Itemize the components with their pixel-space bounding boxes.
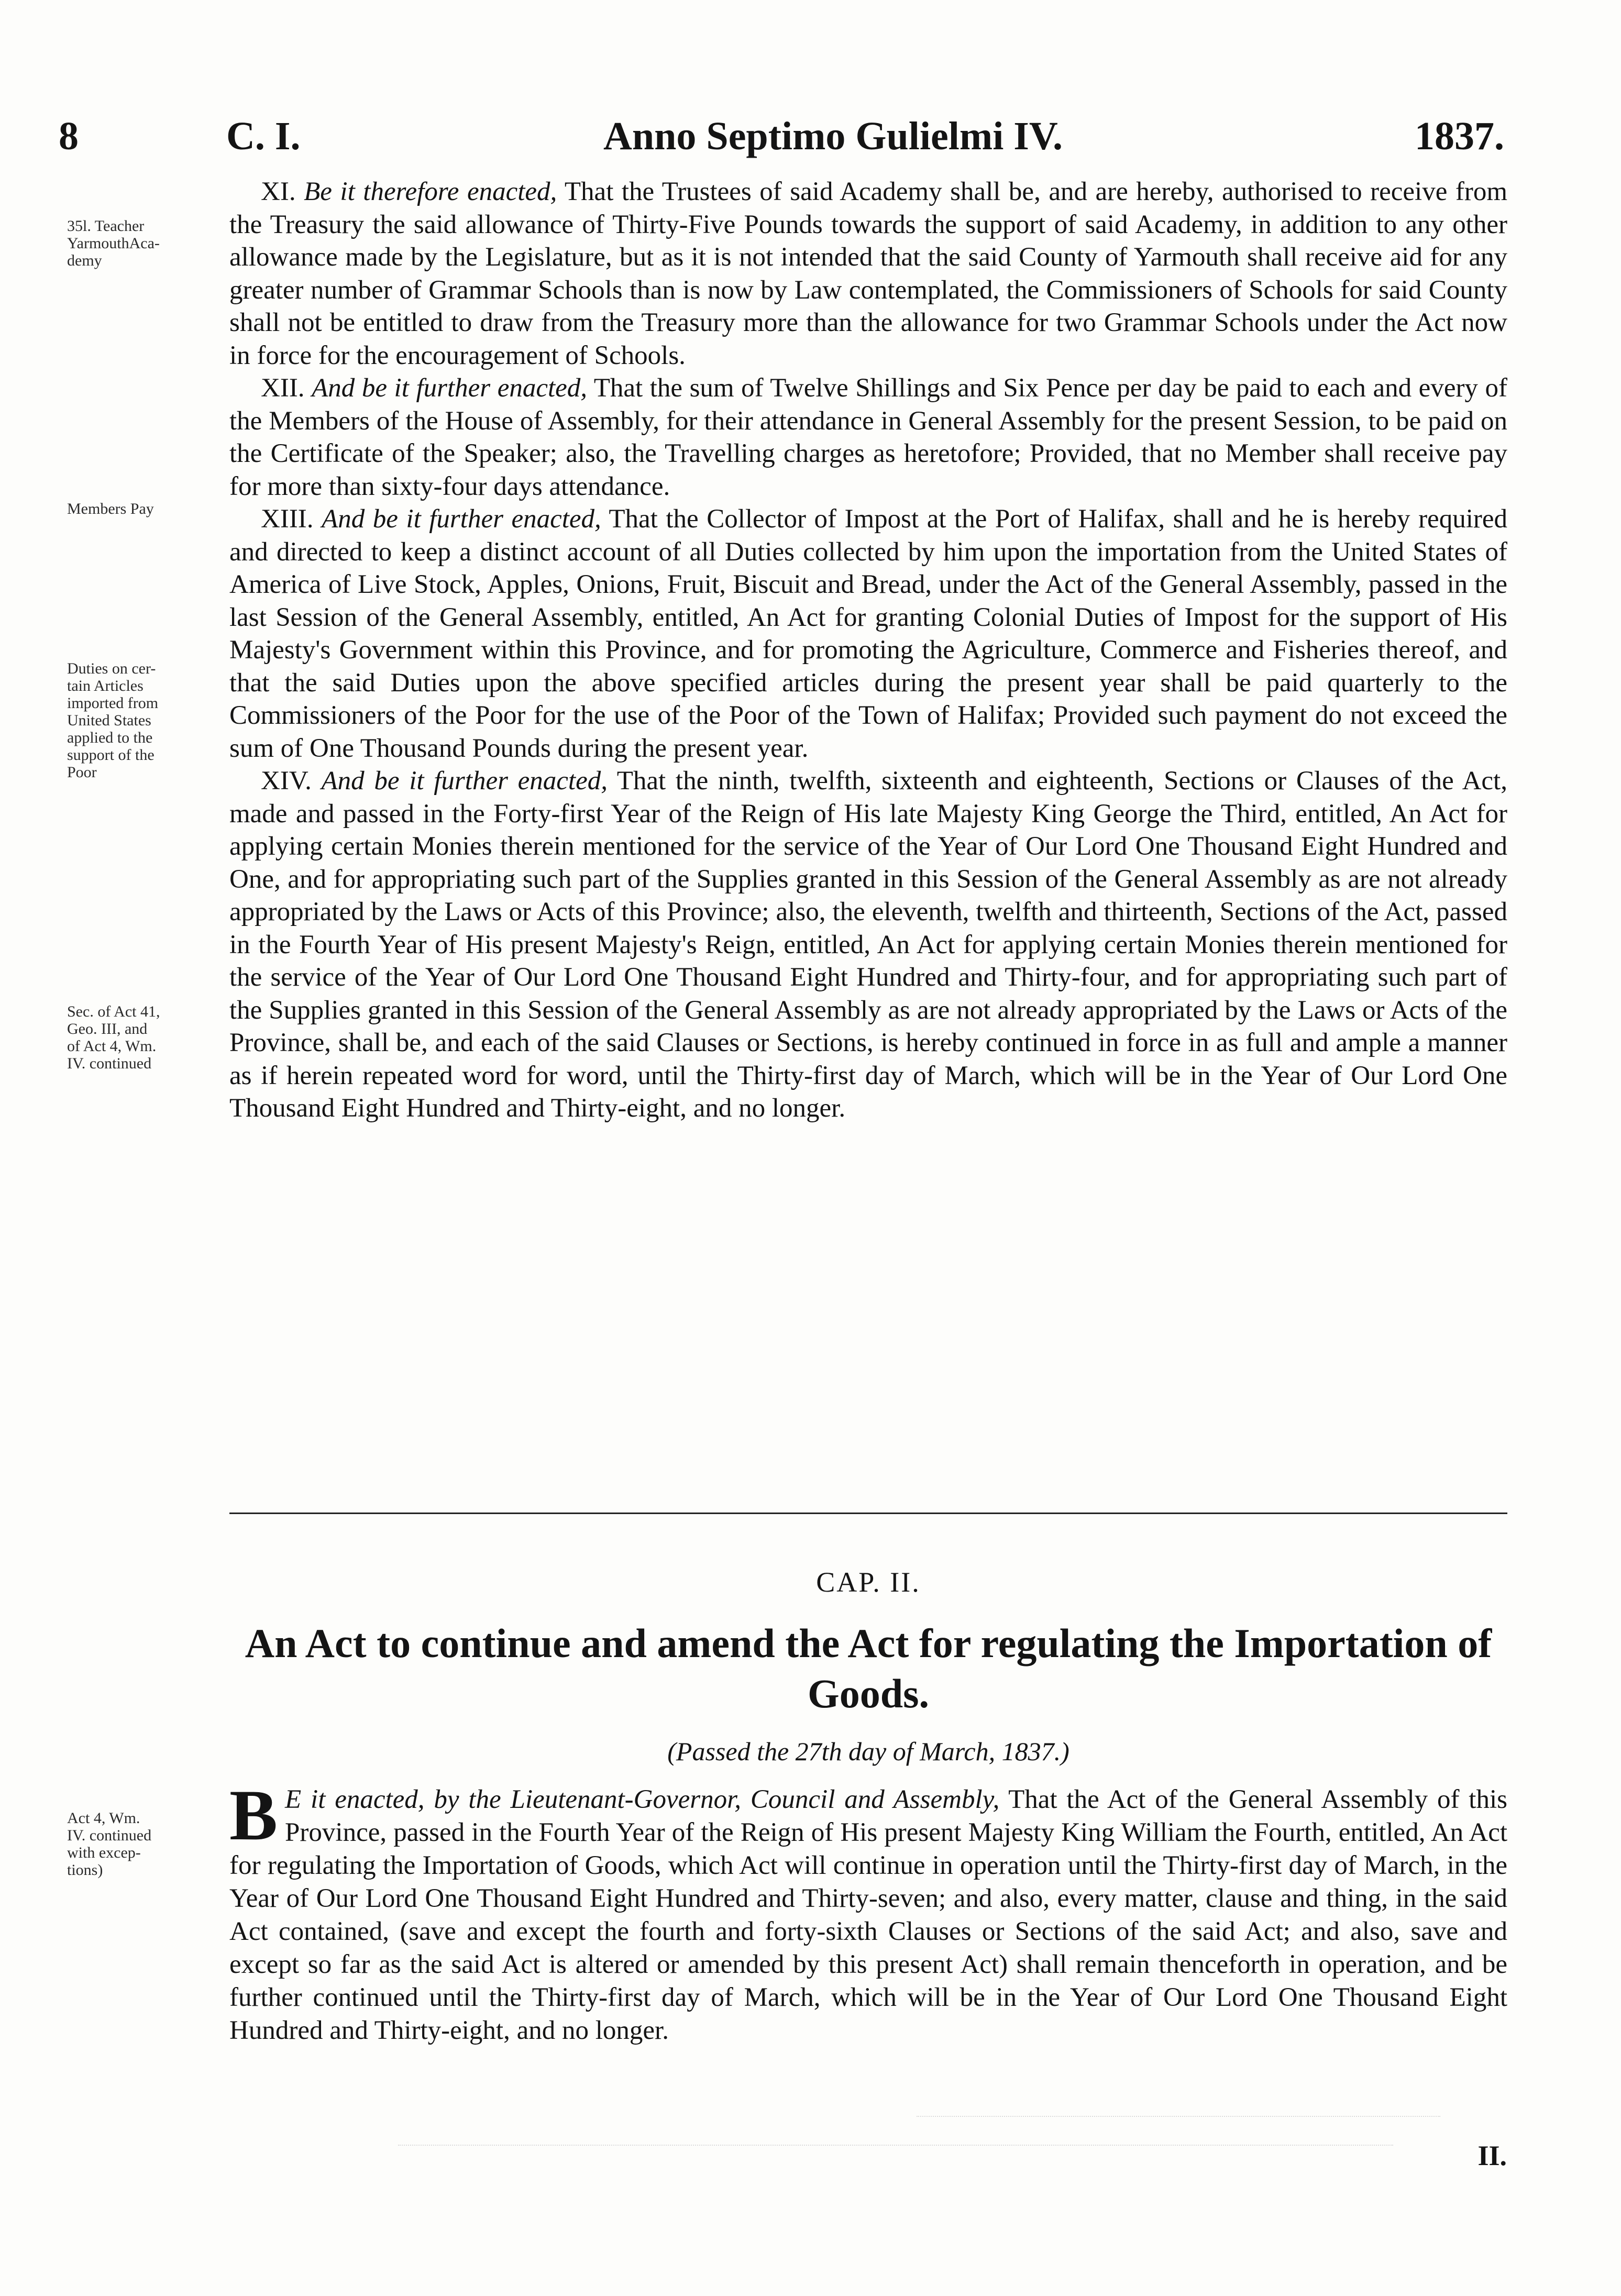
margin-note-sec-of-act: Sec. of Act 41, Geo. III, and of Act 4, Wm. IV. continued	[67, 1003, 160, 1072]
margin-note-duties: Duties on cer- tain Articles imported from United States applied to the support of the Poor	[67, 660, 159, 781]
section-xi	[229, 175, 1507, 372]
margin-note-teacher: 35l. Teacher YarmouthAca- demy	[67, 217, 160, 269]
running-year: 1837.	[1415, 114, 1504, 158]
drop-cap: B	[229, 1775, 278, 1855]
running-title: Anno Septimo Gulielmi IV.	[603, 114, 1063, 158]
section-number: XIII.	[261, 504, 314, 534]
section-text: That the Trustees of said Academy shall be, and are hereby, authorised to receive from the Treasury the said allowance of Thirty-Five Pounds towards the support of said Academy, in addition to any other allowance made by the Legislature, but as it is not intended that the said County of Yarmouth shall receive aid for any greater number of Grammar Schools than is now by Law contemplated, the Commissioners of Schools for said County shall not be entitled to draw from the Treasury more than the allowance for two Grammar Schools under the Act now in force for the encouragement of Schools.	[229, 177, 1507, 370]
section-text: That the sum of Twelve Shillings and Six Pence per day be paid to each and every of the Members of the House of Assembly, for their attendance in General Assembly for the present Session, to be paid on the Certificate of the Speaker; also, the Travelling charges as heretofore; Provided, that no Member shall receive pay for more than sixty-four days attendance.	[229, 373, 1507, 501]
enacting-clause: E it enacted, by the Lieutenant-Governor, Council and Assembly,	[285, 1785, 1000, 1814]
margin-note-act-4: Act 4, Wm. IV. continued with excep- tions)	[67, 1809, 152, 1879]
act-title: An Act to continue and amend the Act for regulating the Importation of Goods.	[245, 1620, 1492, 1716]
act-body	[229, 1775, 1507, 2047]
enacting-clause: And be it further enacted,	[321, 766, 608, 796]
sections-body	[229, 175, 1507, 1125]
section-xiv	[229, 765, 1507, 1125]
section-text: That the ninth, twelfth, sixteenth and eighteenth, Sections or Clauses of the Act, made and passed in the Forty-first Year of the Reign of His late Majesty King George the Third, entitled, An Act for applying certain Monies therein mentioned for the service of the Year of Our Lord One Thousand Eight Hundred and One, and for appropriating such part of the Supplies granted in this Session of the General Assembly as are not already appropriated by the Laws or Acts of this Province; also, the eleventh, twelfth and thirteenth, Sections of the Act, passed in the Fourth Year of His present Majesty's Reign, entitled, An Act for applying certain Monies therein mentioned for the service of the Year of Our Lord One Thousand Eight Hundred and Thirty-four, and for appropriating such part of the Supplies granted in this Session of the General Assembly as are not already appropriated by the Laws or Acts of the Province, shall be, and each of the said Clauses or Sections, is hereby continued in force in as full and ample a manner as if herein repeated word for word, until the Thirty-first day of March, which will be in the Year of Our Lord One Thousand Eight Hundred and Thirty-eight, and no longer.	[229, 766, 1507, 1123]
act-text: That the Act of the General Assembly of this Province, passed in the Fourth Year of the Reign of His present Majesty King William the Fourth, entitled, An Act for regulating the Importation of Goods, which Act will continue in operation until the Thirty-first day of March, in the Year of Our Lord One Thousand Eight Hundred and Thirty-seven; and also, every matter, clause and thing, in the said Act contained, (save and except the fourth and forty-sixth Clauses or Sections of the said Act; and also, save and except so far as the said Act is altered or amended by this present Act) shall remain thenceforth in operation, and be further continued until the Thirty-first day of March, which will be in the Year of Our Lord One Thousand Eight Hundred and Thirty-eight, and no longer.	[229, 1785, 1507, 2045]
reverse-bleed-through	[917, 2116, 1440, 2133]
catchword: II.	[1477, 2140, 1507, 2171]
section-divider	[229, 1513, 1507, 1514]
reverse-bleed-through	[398, 2145, 1393, 2161]
cap-heading: CAP. II.	[816, 1566, 921, 1598]
section-xii	[229, 372, 1507, 503]
section-text: That the Collector of Impost at the Port of Halifax, shall and he is hereby required and directed to keep a distinct account of all Duties collected by him upon the importation from the United States of America of Live Stock, Apples, Onions, Fruit, Biscuit and Bread, under the Act of the General Assembly, passed in the last Session of the General Assembly, entitled, An Act for granting Colonial Duties of Impost for the support of His Majesty's Government within this Province, and for promoting the Agriculture, Commerce and Fisheries thereof, and that the said Duties upon the above specified articles during the present year shall be paid quarterly to the Commissioners of the Poor for the use of the Poor of the Town of Halifax; Provided such payment do not exceed the sum of One Thousand Pounds during the present year.	[229, 504, 1507, 763]
section-number: XII.	[261, 373, 305, 403]
running-head	[59, 107, 1504, 165]
enacting-clause: And be it further enacted,	[322, 504, 601, 534]
section-number: XI.	[261, 177, 296, 206]
section-xiii	[229, 503, 1507, 765]
enacting-clause: Be it therefore enacted,	[304, 177, 557, 206]
enacting-clause: And be it further enacted,	[312, 373, 588, 403]
margin-note-members-pay: Members Pay	[67, 500, 154, 517]
section-number: XIV.	[261, 766, 312, 796]
passed-date: (Passed the 27th day of March, 1837.)	[667, 1737, 1069, 1766]
page-number: 8	[59, 114, 79, 158]
chapter-reference: C. I.	[226, 114, 301, 158]
